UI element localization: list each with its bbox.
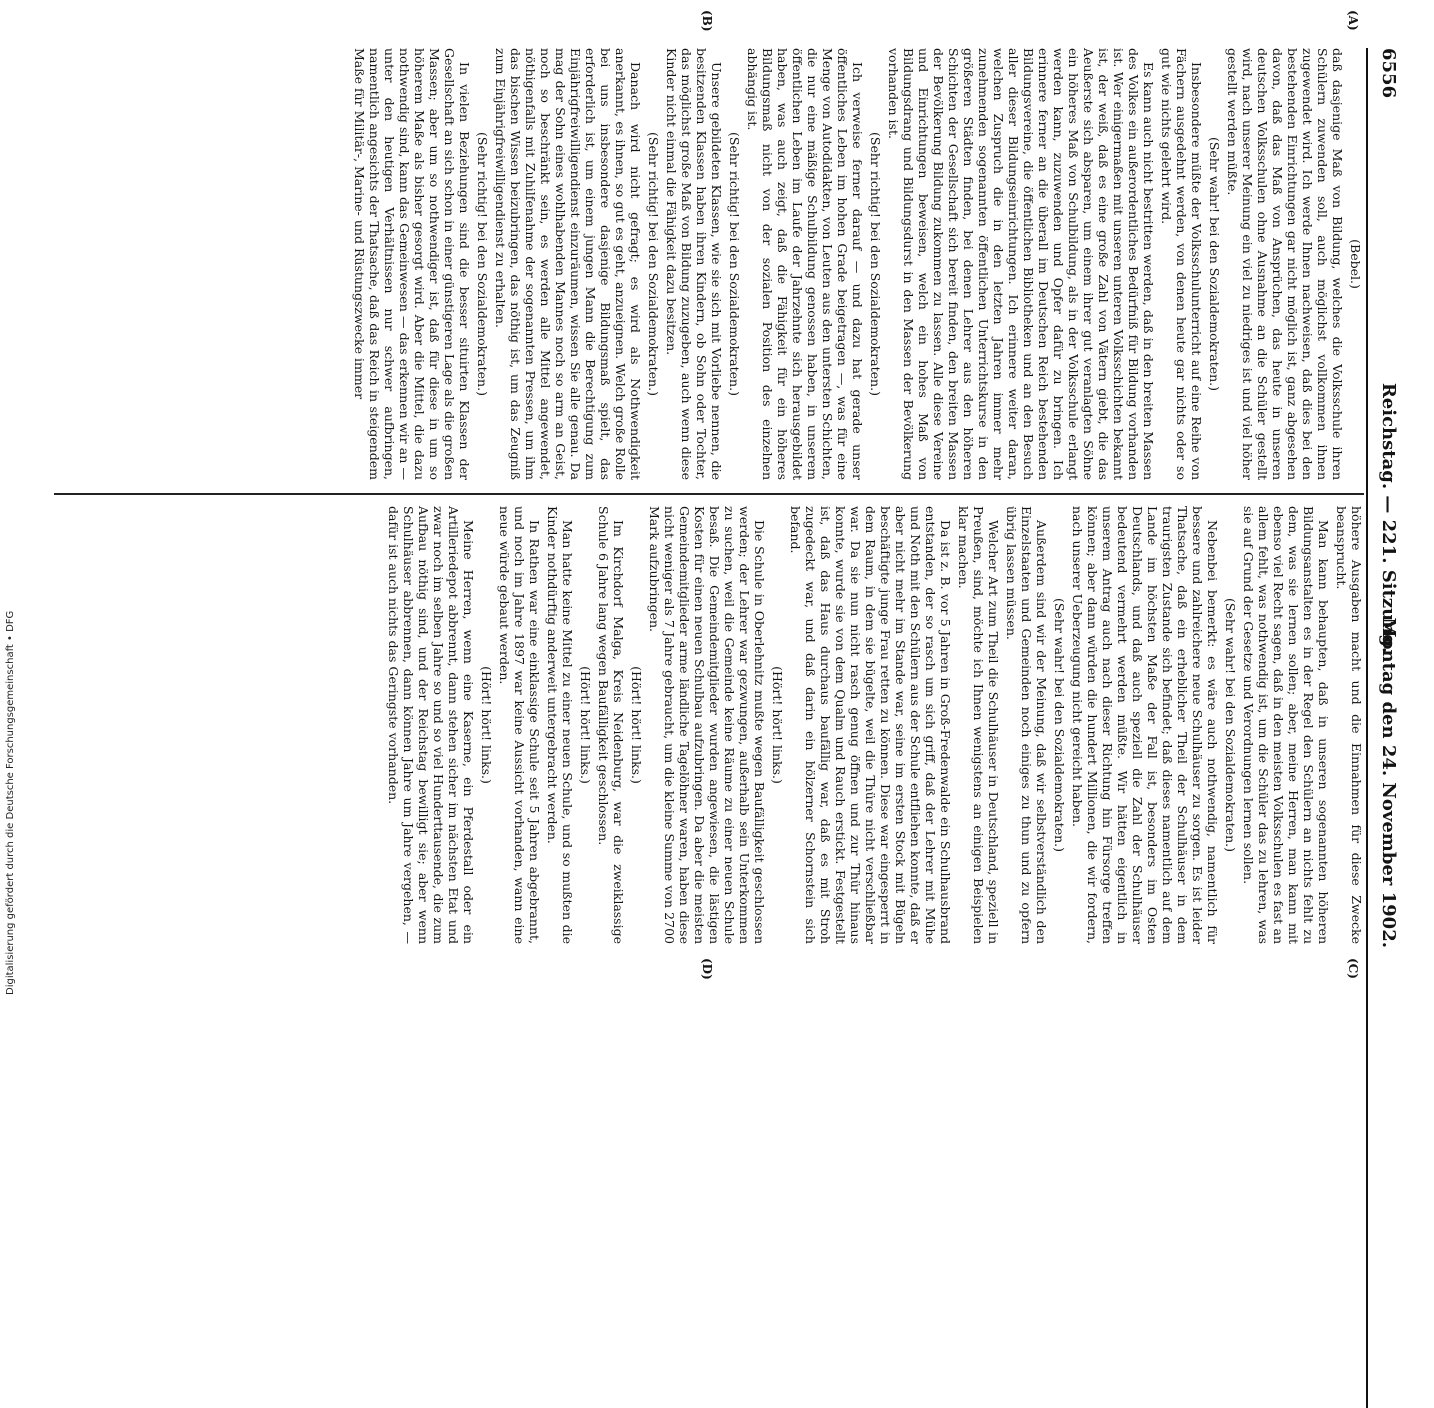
paragraph: Nebenbei bemerkt: es wäre auch nothwendig, namentlich für bessere und zahlreichere neue Schulhäuser zu sorgen. Es ist leider Thatsache, daß ein erheblicher Theil der Schulhäuser in dem traurigsten Zustande sich befindet; daß dieses namentlich auf dem Lande im höchsten Maße der Fall ist, besonders im Osten Deutschlands, und daß auch speziell die Zahl der Schulhäuser bedeutend vermehrt werden müßte. Wir hätten eigentlich in unserem Antrag auch nach dieser Richtung hin Fürsorge treffen können; aber dann würden die hundert Millionen, die wir fordern, nach unserer Ueberzeugung nicht gereicht haben.	[1070, 506, 1220, 944]
paragraph: In vielen Beziehungen sind die besser situirten Klassen der Gesellschaft an sich schon in einer günstigeren Lage als die großen Massen; aber um so nothwendiger ist, daß für diese in um so höherem Maße als bisher gesorgt wird. Aber die Mittel, die dazu nothwendig sind, kann das Gemeinwesen — das erkennen wir an — unter den heutigen Verhältnissen nur schwer aufbringen, namentlich angesichts der Thatsache, daß das Reich in steigendem Maße für Militär-, Marine- und Rüstungszwecke immer	[352, 48, 472, 480]
paragraph: Man hatte keine Mittel zu einer neuen Schule, und so mußten die Kinder nothdürftig anderweit untergebracht werden.	[545, 506, 575, 944]
interjection: (Sehr richtig! bei den Sozialdemokraten.)	[727, 132, 742, 396]
text-column-left	[349, 48, 1364, 480]
column-divider	[54, 493, 1364, 495]
paragraph: Außerdem sind wir der Meinung, daß wir selbstverständlich den Einzelstaaten und Gemeinden noch einiges zu thun und zu opfern übrig lassen müssen.	[1004, 506, 1049, 944]
paragraph: Im Kirchdorf Malga, Kreis Neidenburg, war die zweiklassige Schule 6 Jahre lang wegen Baufälligkeit geschlossen.	[596, 506, 626, 944]
interjection: (Sehr richtig! bei den Sozialdemokraten.)	[646, 132, 661, 396]
header-rule	[1366, 48, 1368, 1408]
paragraph: In Rathen war eine einklassige Schule seit 5 Jahren abgebrannt, und noch im Jahre 1897 war keine Aussicht vorhanden, wann eine neue würde gebaut werden.	[497, 506, 542, 944]
margin-marker-b: (B)	[700, 10, 714, 32]
text-column-right	[383, 506, 1364, 944]
paragraph: daß dasjenige Maß von Bildung, welches die Volksschule ihren Schülern zuwenden soll, auch möglichst vollkommen ihnen zugewendet wird. Ich werde Ihnen nachweisen, daß dies bei den bestehenden Einrichtungen gar nicht möglich ist, ganz abgesehen davon, daß das Maß von Ansprüchen, das heute in unseren deutschen Volksschulen ohne Ausnahme an die Schüler gestellt wird, nach unserer Meinung ein viel zu niedriges ist und viel höher gestellt werden müßte.	[1225, 48, 1345, 480]
margin-marker-a: (A)	[1346, 10, 1360, 31]
session-date: Montag den 24. November 1902.	[1378, 617, 1399, 948]
right-column-body	[386, 506, 1364, 944]
paragraph: Unsere gebildeten Klassen, wie sie sich mit Vorliebe nennen, die besitzenden Klassen haben ihren Kindern, ob Sohn oder Tochter, das möglichst große Maß von Bildung zuzugeben, auch wenn diese Kinder nicht einmal die Fähigkeit dazu besitzen.	[664, 48, 724, 480]
paragraph: Die Schule in Oberlehnitz mußte wegen Baufälligkeit geschlossen werden; der Lehrer war gezwungen, außerhalb sein Unterkommen zu suchen, weil die Gemeinde keine Räume zu einer neuen Schule besaß. Die Gemeindemitglieder wurden angewiesen, die lästigen Kosten für einen neuen Schulbau aufzubringen. Da aber die meisten Gemeindemitglieder arme ländliche Tagelöhner waren, haben diese nicht weniger als 7 Jahre gebraucht, um die kleine Summe von 2700 Mark aufzubringen.	[647, 506, 767, 944]
interjection: (Hört! hört! links.)	[770, 666, 785, 784]
interjection: (Sehr wahr! bei den Sozialdemokraten.)	[1052, 597, 1067, 853]
left-column-body	[352, 48, 1345, 480]
margin-marker-c: (C)	[1346, 958, 1360, 979]
paragraph: Ich verweise ferner darauf — und dazu hat gerade unser öffentliches Leben im hohen Grade beigetragen —, was für eine Menge von Autodidakten, von Leuten aus den untersten Schichten, die nur eine mäßige Schulbildung genossen haben, in unserem öffentlichen Leben im Laufe der Jahrzehnte sich herausgebildet haben, was auch zeigt, daß die Fähigkeit für ein höheres Bildungsmaß nicht von der sozialen Position des einzelnen abhängig ist.	[745, 48, 865, 480]
paragraph: Da ist z. B. vor 5 Jahren in Groß-Fredenwalde ein Schulhausbrand entstanden, der so rasch um sich griff, daß der Lehrer mit Mühe und Noth mit den Schülern aus der Schule entfliehen konnte, daß er aber nicht mehr im Stande war, seine im ersten Stock mit Bügeln beschäftigte junge Frau retten zu können. Diese war eingesperrt in dem Raum, in dem sie bügelte, weil die Thüre nicht verschließbar war. Da sie nun nicht rasch genug öffnen und zur Thür hinaus konnte, wurde sie von dem Qualm und Rauch erstickt. Festgestellt ist, daß das Haus durchaus baufällig war, daß es mit Stroh zugedeckt war, und daß darin ein hölzerner Schornstein sich befand.	[788, 506, 953, 944]
interjection: (Sehr wahr! bei den Sozialdemokraten.)	[1207, 136, 1222, 392]
paragraph: Insbesondere müßte der Volksschulunterricht auf eine Reihe von Fächern ausgedehnt werden, von denen heute gar nichts oder so gut wie nichts gelehrt wird.	[1159, 48, 1204, 480]
page-number: 6556	[1378, 48, 1399, 99]
page-title: Reichstag. — 221. Sitzung.	[1378, 382, 1399, 654]
interjection: (Sehr richtig! bei den Sozialdemokraten.)	[868, 132, 883, 396]
margin-marker-d: (D)	[700, 958, 714, 980]
paragraph: Danach wird nicht gefragt; es wird als Nothwendigkeit anerkannt, es ihnen, so gut es geht, anzueignen. Welch große Rolle bei uns insbesondere dasjenige Bildungsmaß spielt, das erforderlich ist, um einem jungen Mann die Berechtigung zum Einjährigfreiwilligendienst einzuräumen, wissen Sie alle genau. Da mag der Sohn eines wohlhabenden Mannes noch so arm an Geist, noch so beschränkt sein, es werden alle Mittel angewendet, nöthigenfalls mit Zuhilfenahme der sogenannten Pressen, um ihm das bischen Wissen beizubringen, das nöthig ist, um das Zeugniß zum Einjährigfreiwilligendienst zu erhalten.	[493, 48, 643, 480]
paragraph: Welcher Art zum Theil die Schulhäuser in Deutschland, speziell in Preußen, sind, möchte ich Ihnen wenigstens an einigen Beispielen klar machen.	[956, 506, 1001, 944]
interjection: (Sehr richtig! bei den Sozialdemokraten.)	[475, 132, 490, 396]
paragraph: Man kann behaupten, daß in unseren sogenannten höheren Bildungsanstalten es in der Regel den Schülern an nichts fehlt zu dem, was sie lernen sollen; aber, meine Herren, man kann mit ebenso viel Recht sagen, daß in den meisten Volksschulen es fast an allem fehlt, was nothwendig ist, um die Schüler das zu lehren, was sie auf Grund der Gesetze und Verordnungen lernen sollen.	[1241, 506, 1331, 944]
interjection: (Hört! hört! links.)	[629, 666, 644, 784]
digitization-note: Digitalisierung gefördert durch die Deutsche Forschungsgemeinschaft • DFG	[5, 610, 16, 995]
paragraph: Es kann auch nicht bestritten werden, daß in den breiten Massen des Volkes ein außerordentliches Bedürfniß für Bildung vorhanden ist. Wer einigermaßen mit unseren unteren Volksschichten bekannt ist, der weiß, daß es eine große Zahl von Vätern giebt, die das Aeußerste sich absparen, um einem ihrer gut veranlagten Söhne ein höheres Maß von Schulbildung, als in der Volksschule erlangt werden kann, zuzuwenden und Opfer dafür zu bringen. Ich erinnere ferner an die überall im Deutschen Reich bestehenden Bildungsvereine, die öffentlichen Bibliotheken und an den Besuch aller dieser Bildungseinrichtungen. Ich erinnere weiter daran, welchen Zuspruch die in den letzten Jahren immer mehr zunehmenden sogenannten öffentlichen Unterrichtskurse in den größeren Städten finden, bei denen Lehrer aus den höheren Schichten der Gesellschaft sich bereit finden, den breiten Massen der Bevölkerung Bildung zukommen zu lassen. Alle diese Vereine und Einrichtungen beweisen, welch ein hohes Maß von Bildungsdrang und Bildungsdurst in den Massen der Bevölkerung vorhanden ist.	[886, 48, 1156, 480]
interjection: (Hört! hört! links.)	[479, 666, 494, 784]
paragraph: höhere Ausgaben macht und die Einnahmen für diese Zwecke beansprucht.	[1334, 506, 1364, 944]
interjection: (Sehr wahr! bei den Sozialdemokraten.)	[1223, 597, 1238, 853]
paragraph: Meine Herren, wenn eine Kaserne, ein Pferdestall oder ein Artilleriedepot abbrennt, dann stehen sicher im nächsten Etat und zwar noch im selben Jahre so und so viel Hunderttausende, die zum Aufbau nöthig sind, und der Reichstag bewilligt sie; aber wenn Schulhäuser abbrennen, dann können Jahre um Jahre vergehen, — dafür ist auch nichts das Geringste vorhanden.	[386, 506, 476, 944]
interjection: (Hört! hört! links.)	[578, 666, 593, 784]
speaker-name: (Bebel.)	[1348, 239, 1363, 289]
page-header	[1371, 48, 1399, 988]
